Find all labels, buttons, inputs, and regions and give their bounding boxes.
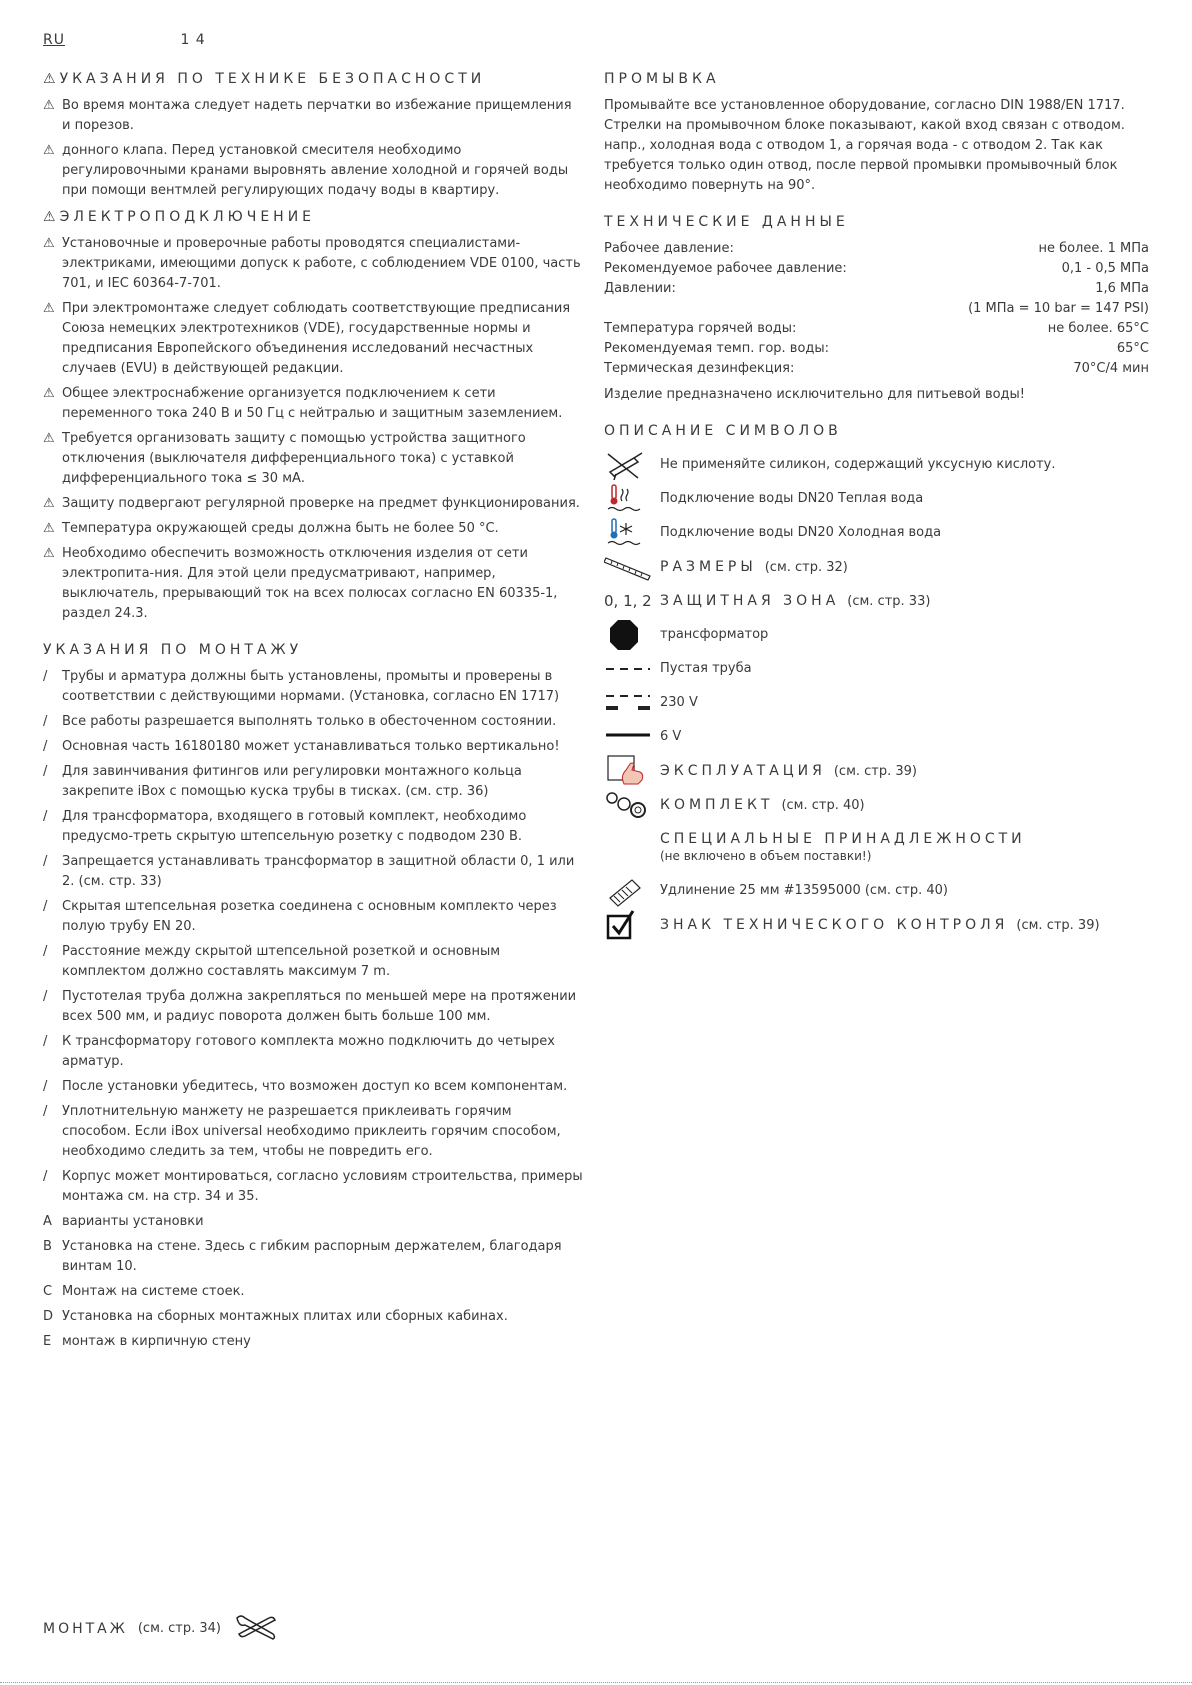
mount-item: / Расстояние между скрытой штепсельной розеткой и основным комплектом должно составлять максимум 7 m. — [43, 944, 501, 979]
symbol-6v-text: 6 V — [660, 729, 682, 744]
symbol-accessories-sub: (не включено в объем поставки!) — [660, 849, 872, 863]
electric-item: ⚠ Необходимо обеспечить возможность отключения изделия от сети электропита-ния. Для этой цели предусматривают, например, выключатель, прерывающий ток на всех полюсах согласно EN 60335-1, раздел 24.3. — [43, 546, 558, 621]
symbol-zone-text: ЗАЩИТНАЯ ЗОНА (см. стр. 33) — [660, 592, 931, 609]
silicone-gun-icon — [604, 448, 652, 482]
symbol-control-text: ЗНАК ТЕХНИЧЕСКОГО КОНТРОЛЯ (см. стр. 39) — [660, 916, 1100, 933]
symbol-silicone-text: Не применяйте силикон, содержащий уксусную кислоту. — [660, 457, 1056, 472]
symbol-sizes-text: РАЗМЕРЫ (см. стр. 32) — [660, 558, 848, 575]
symbol-empty-pipe-text: Пустая труба — [660, 661, 752, 676]
variant-item: E монтаж в кирпичную стену — [43, 1334, 251, 1349]
drinking-note: Изделие предназначено исключительно для питьевой воды! — [604, 387, 1026, 402]
electric-item: ⚠ Требуется организовать защиту с помощью устройства защитного отключения (выключателя дифференциального тока) с уставкой дифференциального тока ≤ 30 мА. — [43, 431, 526, 486]
wrench-icon — [233, 1612, 279, 1646]
symbol-row — [604, 584, 1149, 618]
mount-item: / К трансформатору готового комплекта можно подключить до четырех арматур. — [43, 1034, 555, 1069]
right-column — [604, 68, 1149, 942]
symbol-row — [604, 652, 1149, 686]
symbol-cold-text: Подключение воды DN20 Холодная вода — [660, 525, 942, 540]
cable-6v-icon — [604, 720, 652, 754]
tech-row: Давлении: 1,6 МПа — [604, 281, 1149, 296]
mount-item: / Все работы разрешается выполнять только в обесточенном состоянии. — [43, 714, 557, 729]
hand-operation-icon — [604, 754, 652, 788]
safety-item: ⚠ донного клапа. Перед установкой смесителя необходимо регулировочными кранами выровнять авление холодной и горячей воды при помощи вентмлей регулирующих подачу воды в квартиру. — [43, 143, 569, 198]
tech-title: ТЕХНИЧЕСКИЕ ДАННЫЕ — [604, 214, 849, 230]
warning-icon: ⚠ — [43, 496, 55, 511]
symbol-accessories-text: СПЕЦИАЛЬНЫЕ ПРИНАДЛЕЖНОСТИ — [660, 830, 1026, 847]
checkbox-icon — [604, 908, 652, 942]
symbol-warm-text: Подключение воды DN20 Теплая вода — [660, 491, 924, 506]
variant-item: C Монтаж на системе стоек. — [43, 1284, 245, 1299]
symbol-row — [604, 720, 1149, 754]
ruler-icon — [604, 550, 652, 584]
symbol-row — [604, 482, 1149, 516]
page-number: 1 4 — [180, 32, 206, 48]
tech-row: Температура горячей воды: не более. 65°C — [604, 321, 1149, 336]
symbol-row — [604, 788, 1149, 822]
symbol-row — [604, 874, 1149, 908]
empty-pipe-icon — [604, 652, 652, 686]
safety-title: ⚠ УКАЗАНИЯ ПО ТЕХНИКЕ БЕЗОПАСНОСТИ — [43, 71, 486, 87]
tech-row: Термическая дезинфекция: 70°C/4 мин — [604, 361, 1149, 376]
warning-icon: ⚠ — [43, 431, 55, 446]
warning-icon: ⚠ — [43, 98, 55, 113]
symbol-row — [604, 754, 1149, 788]
symbol-operation-text: ЭКСПЛУАТАЦИЯ (см. стр. 39) — [660, 762, 918, 779]
cable-230v-icon — [604, 686, 652, 720]
warning-icon: ⚠ — [43, 521, 55, 536]
mount-item: / Основная часть 16180180 может устанавливаться только вертикально! — [43, 739, 560, 754]
tech-row: Рекомендуемое рабочее давление: 0,1 - 0,5 МПа — [604, 261, 1149, 276]
symbol-row — [604, 448, 1149, 482]
symbol-row — [604, 686, 1149, 720]
tech-note: (1 МПа = 10 bar = 147 PSI) — [968, 301, 1149, 316]
mount-item: / Для завинчивания фитингов или регулировки монтажного кольца закрепите iBox с помощью куска трубы в тисках. (см. стр. 36) — [43, 764, 522, 799]
symbol-row — [604, 618, 1149, 652]
variant-item: A варианты установки — [43, 1214, 204, 1229]
variant-item: D Установка на сборных монтажных плитах или сборных кабинах. — [43, 1309, 508, 1324]
symbol-row — [604, 516, 1149, 550]
symbol-extension-text: Удлинение 25 мм #13595000 (см. стр. 40) — [660, 883, 948, 898]
safety-item: ⚠ Во время монтажа следует надеть перчатки во избежание прищемления и порезов. — [43, 98, 572, 133]
transformer-icon — [604, 618, 652, 652]
symbol-row — [604, 908, 1149, 942]
kit-parts-icon — [604, 788, 652, 822]
flush-title: ПРОМЫВКА — [604, 71, 720, 87]
warning-icon: ⚠ — [43, 386, 55, 401]
bottom-divider — [0, 1682, 1192, 1683]
electric-item: ⚠ При электромонтаже следует соблюдать соответствующие предписания Союза немецких электротехников (VDE), государственные нормы и предписания Европейского объединения исследований несчастных случаев (EVU) в действующей редакции. — [43, 301, 571, 376]
electric-item: ⚠ Температура окружающей среды должна быть не более 50 °C. — [43, 519, 583, 539]
footer — [43, 1612, 279, 1646]
tech-row: Рабочее давление: не более. 1 МПа — [604, 241, 1149, 256]
electric-item: ⚠ Установочные и проверочные работы проводятся специалистами-электриками, имеющими допуск к работе, с соблюдением VDE 0100, часть 701, и IEC 60364-7-701. — [43, 236, 581, 291]
zone-label: 0, 1, 2 — [604, 592, 652, 610]
mount-item: / После установки убедитесь, что возможен доступ ко всем компонентам. — [43, 1079, 568, 1094]
cold-water-icon — [604, 516, 652, 550]
warning-icon: ⚠ — [43, 209, 56, 225]
symbol-kit-text: КОМПЛЕКТ (см. стр. 40) — [660, 796, 865, 813]
warning-icon: ⚠ — [43, 71, 56, 87]
warning-icon: ⚠ — [43, 143, 55, 158]
mount-item: / Запрещается устанавливать трансформатор в защитной области 0, 1 или 2. (см. стр. 33) — [43, 854, 575, 889]
flush-text: Промывайте все установленное оборудование, согласно DIN 1988/EN 1717. Стрелки на промывочном блоке показывают, какой вход связан с отводом. напр., холодная вода с отводом 1, а горячая вода - с отводом 2. Так как требуется только один отвод, после первой промывки промывочный блок необходимо повернуть на 90°. — [604, 98, 1125, 193]
symbol-transformer-text: трансформатор — [660, 627, 769, 642]
footer-ref: (см. стр. 34) — [137, 1621, 221, 1636]
symbol-row — [604, 550, 1149, 584]
mount-title: УКАЗАНИЯ ПО МОНТАЖУ — [43, 642, 303, 658]
warning-icon: ⚠ — [43, 546, 55, 561]
language-code: RU — [43, 32, 65, 48]
left-column — [43, 68, 583, 1357]
electric-item: ⚠ Общее электроснабжение организуется подключением к сети переменного тока 240 В и 50 Гц с нейтралью и защитным заземлением. — [43, 386, 563, 421]
tech-row: Рекомендуемая темп. гор. воды: 65°C — [604, 341, 1149, 356]
mount-item: / Трубы и арматура должны быть установлены, промыты и проверены в соответствии с действующими нормами. (Установка, согласно EN 1717) — [43, 669, 560, 704]
variant-item: B Установка на стене. Здесь с гибким распорным держателем, благодаря винтам 10. — [43, 1239, 562, 1274]
warm-water-icon — [604, 482, 652, 516]
mount-item: / Уплотнительную манжету не разрешается приклеивать горячим способом. Если iBox universal необходимо приклеить горячим способом, необходимо следить за тем, чтобы не повредить его. — [43, 1104, 561, 1159]
page-header — [43, 30, 206, 50]
symbols-title: ОПИСАНИЕ СИМВОЛОВ — [604, 423, 842, 439]
footer-label: МОНТАЖ — [43, 1621, 128, 1637]
mount-item: / Для трансформатора, входящего в готовый комплект, необходимо предусмо-треть скрытую штепсельную розетку с подводом 230 В. — [43, 809, 527, 844]
electric-item: ⚠ Защиту подвергают регулярной проверке на предмет функционирования. — [43, 494, 583, 514]
mount-item: / Корпус может монтироваться, согласно условиям строительства, примеры монтажа см. на стр. 34 и 35. — [43, 1169, 583, 1204]
extension-icon — [604, 874, 652, 908]
warning-icon: ⚠ — [43, 236, 55, 251]
symbol-230v-text: 230 V — [660, 695, 698, 710]
electric-title: ⚠ ЭЛЕКТРОПОДКЛЮЧЕНИЕ — [43, 209, 316, 225]
mount-item: / Пустотелая труба должна закрепляться по меньшей мере на протяжении всех 500 мм, и радиус поворота должен быть больше 100 мм. — [43, 989, 577, 1024]
warning-icon: ⚠ — [43, 301, 55, 316]
mount-item: / Скрытая штепсельная розетка соединена с основным комплекто через полую трубу EN 20. — [43, 899, 557, 934]
